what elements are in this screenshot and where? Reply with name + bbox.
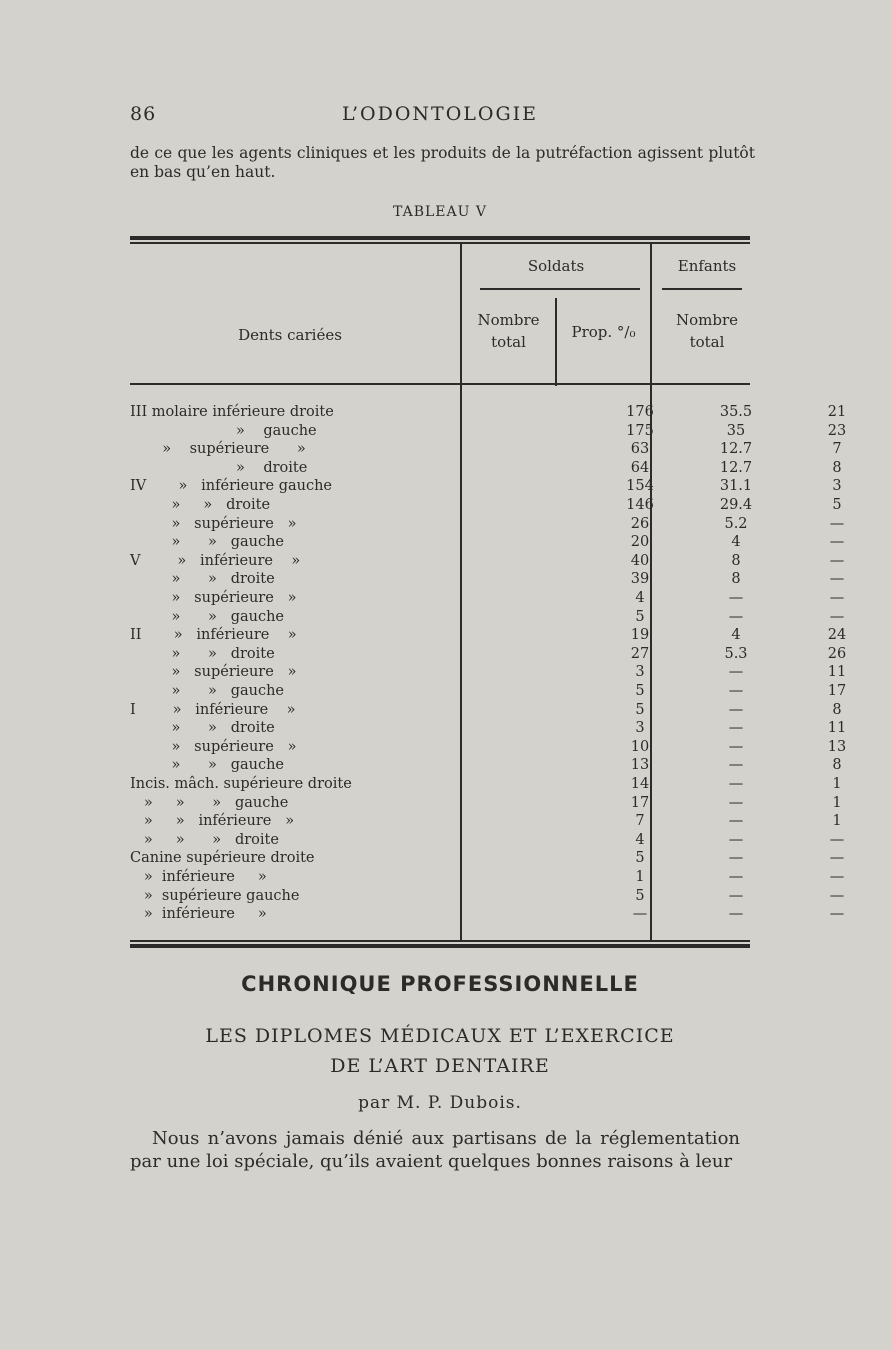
soldats-nombre-total: 63 [630,441,650,458]
tooth-label: » supérieure » [130,515,297,532]
table-row [130,533,845,552]
enfants-nombre-total: — [829,906,845,923]
table-row [130,477,842,496]
soldats-nombre-total: 26 [630,515,650,532]
tooth-label: III molaire inférieure droite [130,404,334,420]
soldats-proportion: — [728,757,744,774]
table-row [130,701,842,720]
table-row [130,775,842,794]
soldats-proportion: — [728,608,744,625]
table-row [130,849,845,868]
header-dents-cariees: Dents cariées [238,326,342,344]
table-row [130,812,842,831]
enfants-nombre-total: — [829,590,845,606]
header-nombre-total-enfants: Nombre total [675,311,739,351]
soldats-nombre-total: 13 [630,757,650,774]
header-prop: Prop. °/₀ [571,323,636,341]
tooth-label: » » droite [130,720,275,737]
enfants-nombre-total: 5 [832,497,842,513]
enfants-nombre-total: — [829,552,845,569]
soldats-nombre-total: 146 [626,497,654,513]
enfants-nombre-total: 26 [827,645,847,662]
enfants-nombre-total: 1 [832,813,842,830]
soldats-proportion: 5.3 [724,645,748,662]
soldats-proportion: 12.7 [719,441,753,458]
table-row [130,570,845,589]
tooth-label: » supérieure » [130,738,297,755]
article-title-line-2: DE L’ART DENTAIRE [330,1055,550,1077]
enfants-nombre-total: — [829,869,845,885]
enfants-nombre-total: 17 [827,683,847,699]
enfants-nombre-total: — [829,831,845,848]
soldats-nombre-total: 3 [635,720,645,737]
soldats-proportion: — [728,813,744,830]
table-row [130,459,842,478]
soldats-proportion: — [728,831,744,848]
soldats-nombre-total: 39 [630,571,650,588]
soldats-nombre-total: 14 [630,776,650,792]
soldats-proportion: 4 [731,534,741,551]
tooth-label: II » inférieure » [130,627,297,644]
soldats-nombre-total: — [632,906,648,923]
table-row [130,440,842,459]
soldats-proportion: — [728,794,744,811]
soldats-proportion: — [728,869,744,885]
table-bottom-rule-thin [130,940,750,942]
tooth-label: » » droite [130,571,275,588]
soldats-proportion: 35 [726,422,746,439]
tooth-label: » » droite [130,497,271,513]
section-heading: CHRONIQUE PROFESSIONNELLE [241,972,639,996]
tooth-label: » » » gauche [130,794,289,811]
enfants-nombre-total: 8 [832,701,842,718]
enfants-nombre-total: 13 [827,738,847,755]
tooth-label: » inférieure » [130,869,267,885]
table-top-rule-thin [130,242,750,244]
soldats-nombre-total: 5 [635,608,645,625]
tooth-label: » » » droite [130,831,279,848]
soldats-proportion: 8 [731,571,741,588]
soldats-nombre-total: 19 [630,627,650,644]
enfants-nombre-total: 8 [832,459,842,476]
table-row [130,496,842,515]
table-title: TABLEAU V [393,204,487,220]
table-row [130,794,842,813]
tooth-label: » supérieure » [130,664,297,681]
soldats-nombre-total: 5 [635,850,645,867]
soldats-proportion: 8 [731,552,741,569]
tooth-label: » inférieure » [130,906,267,923]
enfants-nombre-total: — [829,850,845,867]
table-row [130,515,845,534]
soldats-proportion: 31.1 [719,478,753,495]
soldats-nombre-total: 1 [635,869,645,885]
soldats-nombre-total: 4 [635,831,645,848]
table-top-rule [130,236,750,240]
soldats-nombre-total: 27 [630,645,650,662]
enfants-nombre-total: 8 [832,757,842,774]
table-row [130,682,847,701]
soldats-proportion: — [728,906,744,923]
table-row [130,608,845,627]
enfants-nombre-total: — [829,887,845,904]
table-row [130,422,847,441]
table-row [130,756,842,775]
article-body: Nous n’avons jamais dénié aux partisans de la réglementation par une loi spéciale, qu’ils avaient quelques bonnes raisons à leur [130,1128,740,1172]
header-soldats-underline [480,288,640,290]
enfants-nombre-total: — [829,515,845,532]
soldats-proportion: 12.7 [719,459,753,476]
soldats-proportion: — [728,664,744,681]
table-bottom-rule [130,944,750,948]
table-header-rule [130,383,750,385]
soldats-proportion: 4 [731,627,741,644]
soldats-nombre-total: 154 [626,478,654,495]
table-row [130,589,845,608]
tooth-label: V » inférieure » [130,552,301,569]
tooth-label: » » gauche [130,683,285,699]
article-title-line-1: LES DIPLOMES MÉDICAUX ET L’EXERCICE [205,1025,675,1047]
soldats-proportion: — [728,887,744,904]
tooth-label: » supérieure gauche [130,887,300,904]
soldats-proportion: 35.5 [719,404,753,420]
soldats-proportion: — [728,701,744,718]
tooth-label: I » inférieure » [130,701,296,718]
soldats-nombre-total: 40 [630,552,650,569]
tooth-label: Incis. mâch. supérieure droite [130,776,352,792]
soldats-nombre-total: 7 [635,813,645,830]
tooth-label: IV » inférieure gauche [130,478,333,495]
soldats-nombre-total: 5 [635,701,645,718]
tooth-label: » supérieure » [130,590,297,606]
table-row [130,905,845,924]
enfants-nombre-total: 1 [832,776,842,792]
soldats-proportion: 29.4 [719,497,753,513]
soldats-proportion: — [728,590,744,606]
header-soldats: Soldats [527,257,585,275]
table-row [130,868,845,887]
soldats-nombre-total: 17 [630,794,650,811]
soldats-nombre-total: 64 [630,459,650,476]
table-row [130,645,847,664]
table-row [130,552,845,571]
soldats-nombre-total: 5 [635,683,645,699]
soldats-nombre-total: 4 [635,590,645,606]
soldats-proportion: 5.2 [724,515,748,532]
table-row [130,831,845,850]
page-number: 86 [130,103,157,125]
enfants-nombre-total: — [829,571,845,588]
enfants-nombre-total: 11 [827,664,847,681]
enfants-nombre-total: — [829,608,845,625]
table-row [130,887,845,906]
header-enfants: Enfants [677,257,737,275]
soldats-proportion: — [728,738,744,755]
running-head: L’ODONTOLOGIE [341,103,539,125]
enfants-nombre-total: 24 [827,627,847,644]
enfants-nombre-total: 1 [832,794,842,811]
tooth-label: » » gauche [130,534,285,551]
tooth-label: » gauche [130,422,317,439]
enfants-nombre-total: 7 [832,441,842,458]
table-row [130,663,847,682]
intro-paragraph: de ce que les agents cliniques et les produits de la putréfaction agissent plutôt en bas qu’en haut. [130,144,755,181]
tooth-label: » » inférieure » [130,813,295,830]
soldats-nombre-total: 10 [630,738,650,755]
tooth-label: » supérieure » [130,441,306,458]
table-row [130,738,847,757]
page-header [130,103,750,129]
header-nombre-total-soldats: Nombre total [477,311,540,351]
soldats-nombre-total: 176 [626,404,654,420]
article-byline: par M. P. Dubois. [358,1093,522,1113]
soldats-nombre-total: 20 [630,534,650,551]
soldats-proportion: — [728,720,744,737]
tooth-label: Canine supérieure droite [130,850,315,867]
table-row [130,403,847,422]
soldats-nombre-total: 3 [635,664,645,681]
tooth-label: » » gauche [130,757,285,774]
header-enfants-underline [662,288,742,290]
soldats-nombre-total: 5 [635,887,645,904]
soldats-proportion: — [728,850,744,867]
enfants-nombre-total: 3 [832,478,842,495]
tooth-label: » » droite [130,645,275,662]
tooth-label: » droite [130,459,308,476]
enfants-nombre-total: 21 [827,404,847,420]
enfants-nombre-total: 23 [827,422,847,439]
soldats-proportion: — [728,683,744,699]
table-row [130,719,847,738]
soldats-proportion: — [728,776,744,792]
enfants-nombre-total: — [829,534,845,551]
enfants-nombre-total: 11 [827,720,847,737]
soldats-nombre-total: 175 [626,422,654,439]
tooth-label: » » gauche [130,608,285,625]
table-row [130,626,847,645]
